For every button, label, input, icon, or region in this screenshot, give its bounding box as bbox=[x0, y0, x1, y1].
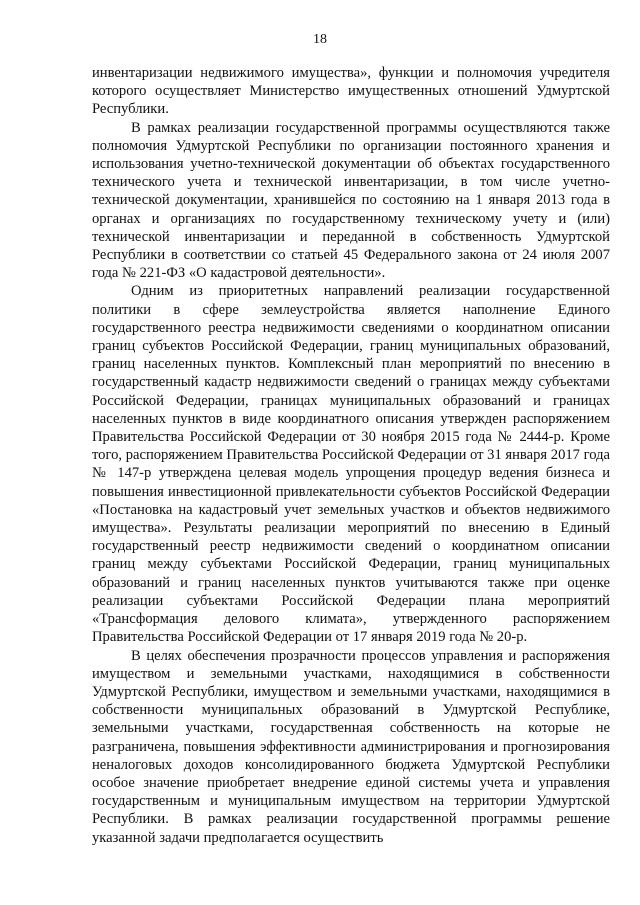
body-text bbox=[92, 64, 610, 847]
paragraph-continuation: инвентаризации недвижимого имущества», функции и полномочия учредителя которого осуществляет Министерство имущественных отношений Удмуртской Республики. bbox=[92, 65, 610, 118]
paragraph-land-policy: Одним из приоритетных направлений реализации государственной политики в сфере землеустройства является наполнение Единого государственного реестра недвижимости сведениями о координатном описании границ субъектов Российской Федерации, границ муниципальных образований, границ населенных пунктов. Комплексный план мероприятий по внесению в государственный кадастр недвижимости сведений о границах между субъектами Российской Федерации, границах муниципальных образований и границах населенных пунктов в виде координатного описания утвержден распоряжением Правительства Российской Федерации от 30 ноября 2015 года № 2444-р. Кроме того, распоряжением Правительства Российской Федерации от 31 января 2017 года № 147-р утверждена целевая модель упрощения процедур ведения бизнеса и повышения инвестиционной привлекательности субъектов Российской Федерации «Постановка на кадастровый учет земельных участков и объектов недвижимого имущества». Результаты реализации мероприятий по внесению в Единый государственный реестр недвижимости сведений о координатном описании границ между субъектами Российской Федерации, границ муниципальных образований и границ населенных пунктов учитываются также при оценке реализации субъектами Российской Федерации плана мероприятий «Трансформация делового климата», утвержденного распоряжением Правительства Российской Федерации от 17 января 2019 года № 20-р. bbox=[92, 283, 611, 646]
paragraph-property-management: В целях обеспечения прозрачности процессов управления и распоряжения имуществом и земельными участками, находящимися в собственности Удмуртской Республики, имуществом и земельными участками, находящимися в собственности муниципальных образований в Удмуртской Республике, земельными участками, государственная собственность на которые не разграничена, повышения эффективности администрирования и прогнозирования неналоговых доходов консолидированного бюджета Удмуртской Республики особое значение приобретает внедрение единой системы учета и управления государственным и муниципальным имуществом на территории Удмуртской Республики. В рамках реализации государственной программы решение указанной задачи предполагается осуществить bbox=[92, 647, 610, 846]
page-number: 18 bbox=[313, 32, 327, 47]
paragraph-archive-powers: В рамках реализации государственной программы осуществляются также полномочия Удмуртской Республики по организации постоянного хранения и использования учетно-технической документации об объектах государственного технического учета и технической инвентаризации, в том числе учетно-технической документации, хранившейся по состоянию на 1 января 2013 года в органах и организациях по государственному техническому учету и (или) технической инвентаризации и переданной в собственность Удмуртской Республики в соответствии со статьей 45 Федерального закона от 24 июля 2007 года № 221-ФЗ «О кадастровой деятельности». bbox=[92, 119, 610, 282]
